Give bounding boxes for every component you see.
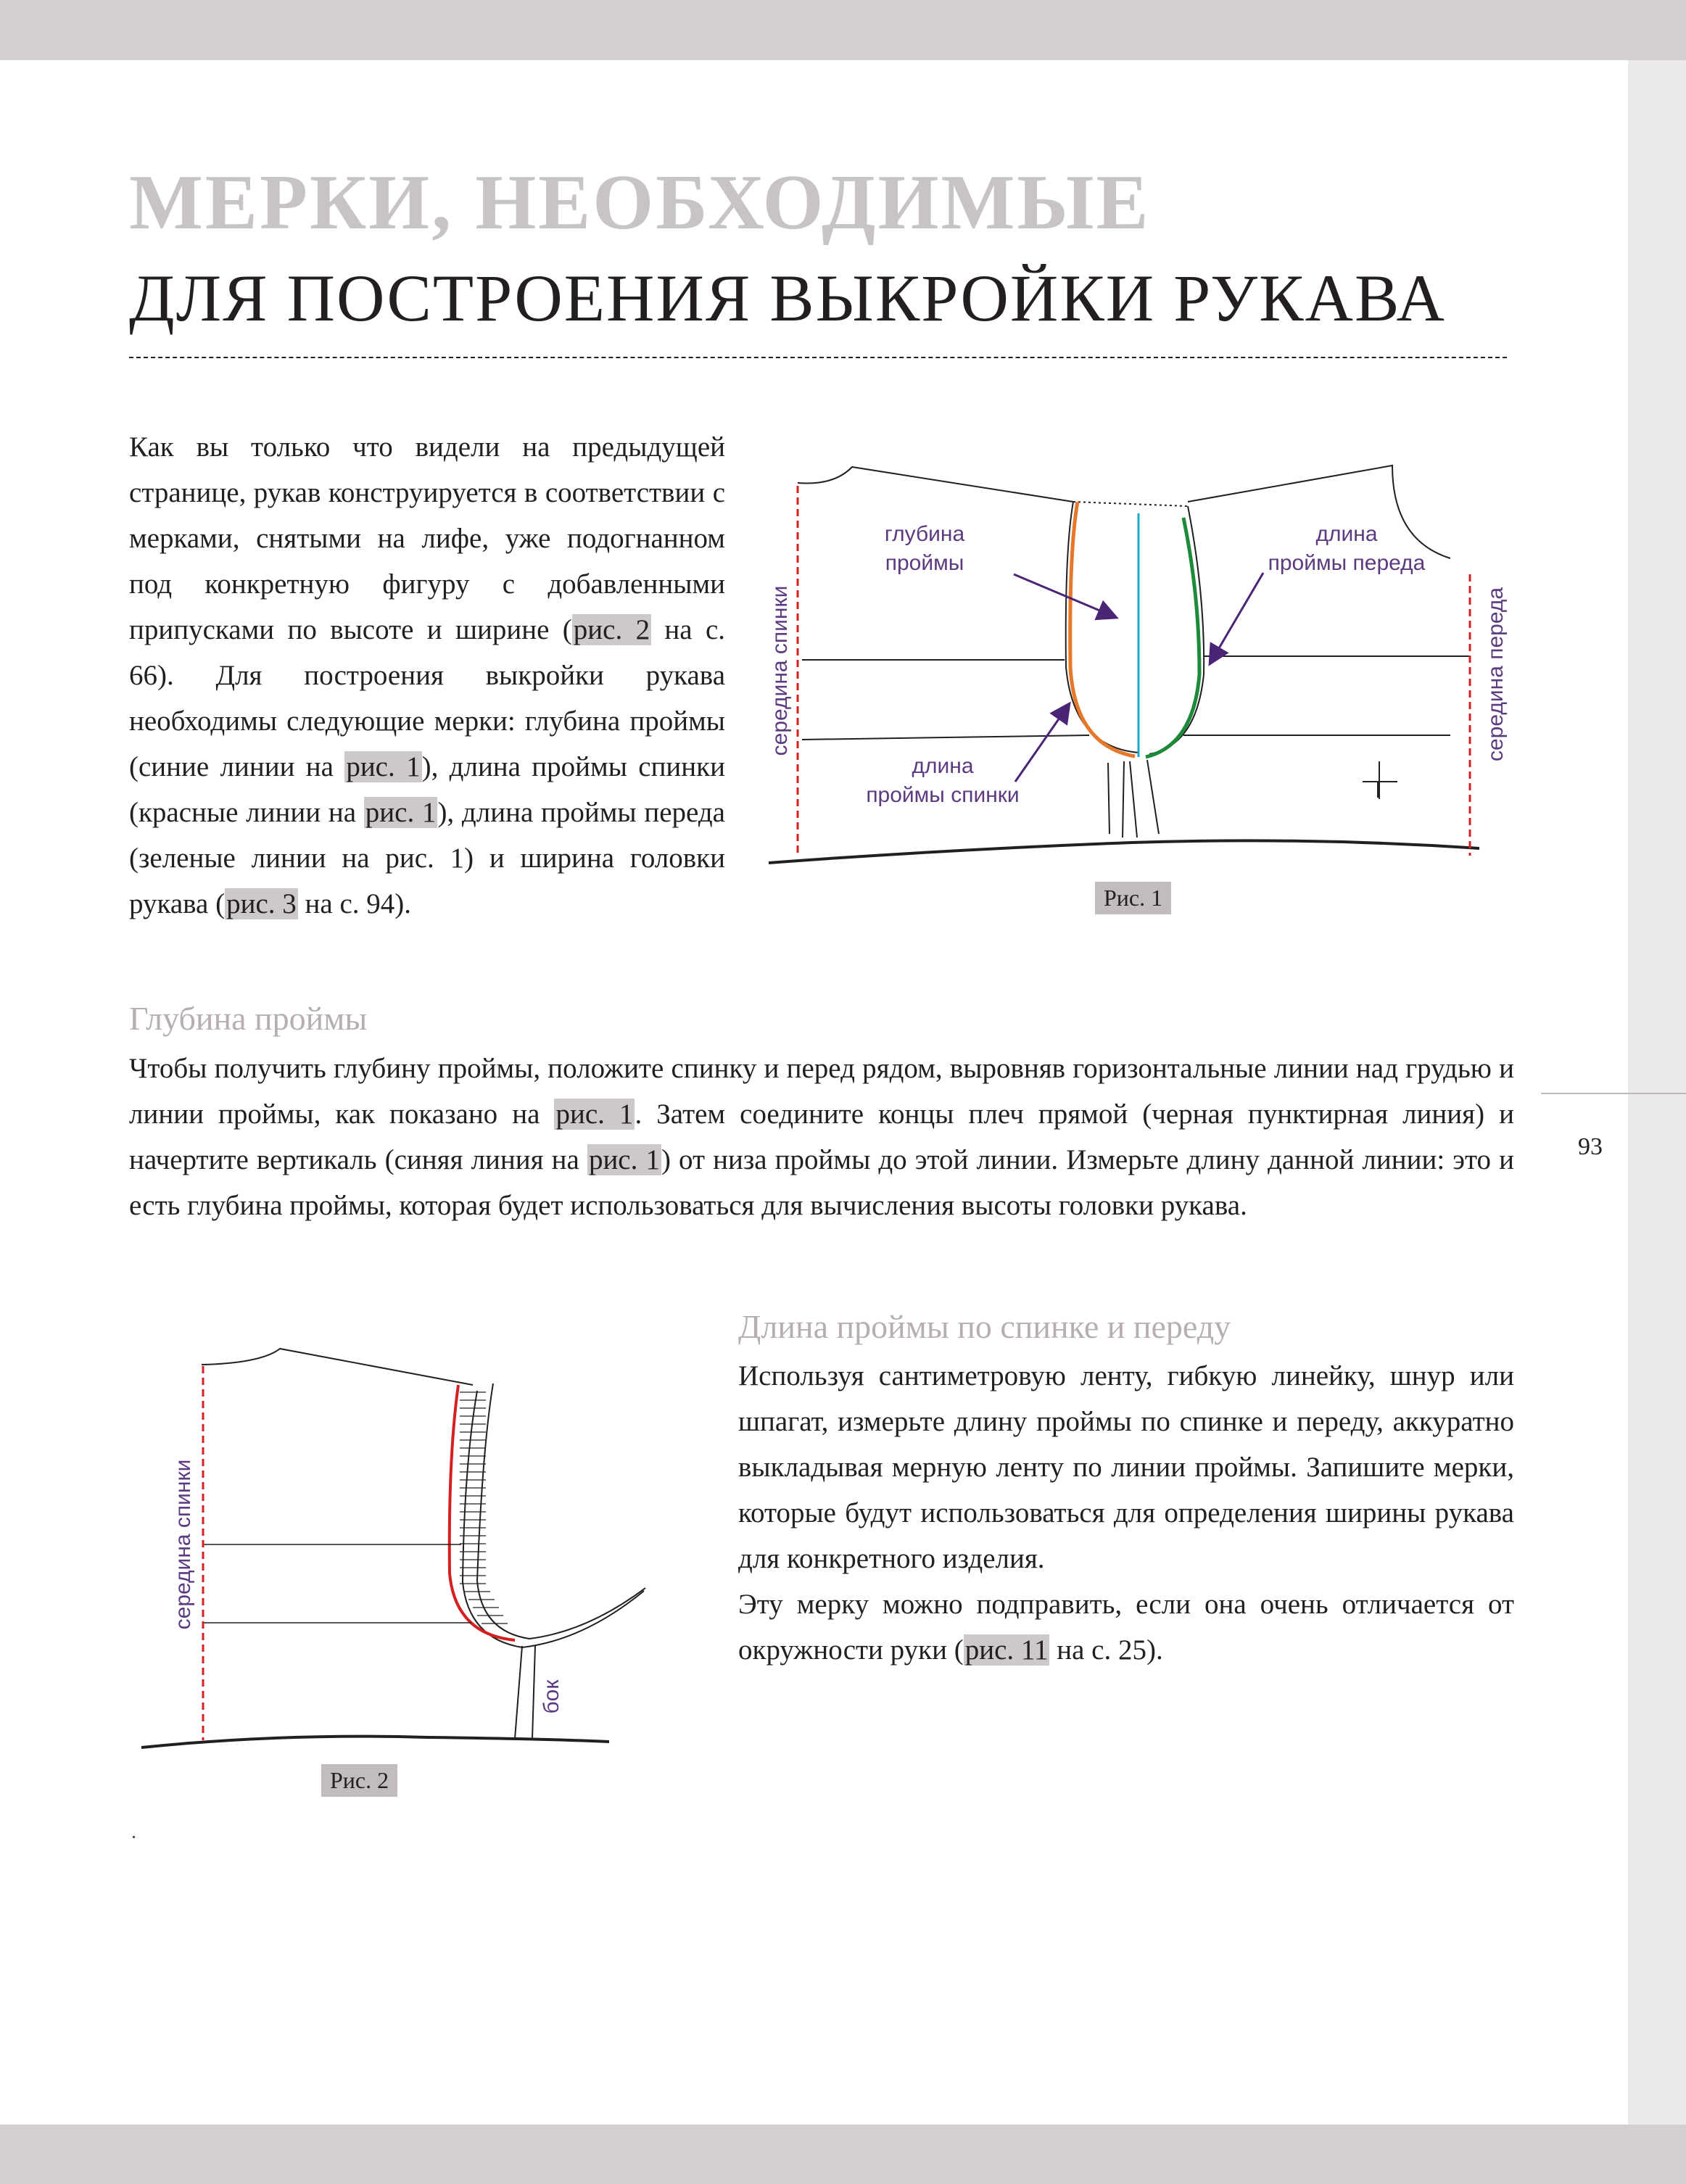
figure-ref[interactable]: рис. 3 bbox=[226, 888, 297, 919]
body-text: на с. 25). bbox=[1049, 1634, 1163, 1666]
figure-ref[interactable]: рис. 1 bbox=[588, 1144, 660, 1175]
body-text: . Затем соедините концы плеч прямой (черная пунктирная линия) и начертите вертикаль (синяя линия на bbox=[129, 1099, 1514, 1175]
body-text: ) от низа проймы до этой линии. Измерьте длину данной линии: это и есть глубина проймы, которая будет использоваться для вычисления высоты головки рукава. bbox=[129, 1144, 1514, 1221]
fig1-back-center-label: середина спинки bbox=[768, 585, 792, 756]
body-text: Чтобы получить глубину проймы, положите спинку и перед рядом, выровняв горизонтальные линии над грудью и линии проймы, как показано на bbox=[129, 1053, 1514, 1130]
intro-paragraph bbox=[129, 424, 725, 927]
stray-mark bbox=[133, 1836, 135, 1838]
intro-text: ), длина проймы переда (зеленые линии на рис. 1) и ширина головки рукава ( bbox=[129, 797, 725, 919]
fig1-front-length-label-1: длина bbox=[1315, 522, 1378, 546]
figure-1-diagram bbox=[754, 457, 1508, 885]
fig1-depth-label-2: проймы bbox=[885, 551, 964, 575]
fig1-front-length-label-2: проймы переда bbox=[1268, 551, 1426, 575]
fig1-front-center-label: середина переда bbox=[1484, 587, 1508, 762]
intro-text: ), длина проймы спинки (красные линии на bbox=[129, 751, 725, 828]
bottom-band bbox=[0, 2125, 1686, 2184]
section-depth-paragraph bbox=[129, 1046, 1514, 1228]
fig1-depth-label-1: глубина bbox=[884, 522, 965, 546]
figure-2-diagram bbox=[138, 1341, 616, 1747]
intro-text: Как вы только что видели на предыдущей странице, рукав конструируется в соответствии с мерками, снятыми на лифе, уже подогнанном под конкретную фигуру с добавленными припусками по высоте и ширине ( bbox=[129, 431, 725, 645]
figure-ref[interactable]: рис. 2 bbox=[573, 614, 650, 645]
section-armhole-paragraph bbox=[738, 1353, 1514, 1673]
figure-ref[interactable]: рис. 1 bbox=[346, 751, 421, 782]
figure-2-label: Рис. 2 bbox=[321, 1764, 397, 1797]
figure-1-label: Рис. 1 bbox=[1095, 882, 1171, 914]
fig2-back-center-label: середина спинки bbox=[171, 1459, 195, 1630]
top-band bbox=[0, 0, 1686, 60]
section-heading-armhole-length: Длина проймы по спинке и переду bbox=[738, 1308, 1231, 1345]
figure-ref[interactable]: рис. 1 bbox=[555, 1099, 634, 1130]
fig1-back-length-label-1: длина bbox=[912, 754, 974, 778]
page-title-line1: МЕРКИ, НЕОБХОДИМЫЕ bbox=[129, 160, 1151, 246]
body-text: Эту мерку можно подправить, если она очень отличается от окружности руки ( bbox=[738, 1589, 1514, 1666]
fig2-side-label: бок bbox=[540, 1679, 563, 1714]
page-number-rule bbox=[1541, 1093, 1686, 1094]
page-number: 93 bbox=[1578, 1133, 1603, 1160]
section-heading-depth: Глубина проймы bbox=[129, 1000, 368, 1037]
figure-ref[interactable]: рис. 11 bbox=[964, 1634, 1049, 1666]
body-text: Используя сантиметровую ленту, гибкую линейку, шнур или шпагат, измерьте длину проймы по спинке и переду, аккуратно выкладывая мерную ленту по линии проймы. Запишите мерки, которые будут использоваться для определения ширины рукава для конкретного изделия. bbox=[738, 1360, 1514, 1574]
fig1-back-length-label-2: проймы спинки bbox=[866, 783, 1020, 807]
figure-ref[interactable]: рис. 1 bbox=[365, 797, 437, 828]
intro-text: на с. 94). bbox=[297, 888, 412, 919]
title-dashed-rule bbox=[129, 357, 1507, 358]
intro-text: на с. 66). Для построения выкройки рукава необходимы следующие мерки: глубина проймы (синие линии на bbox=[129, 614, 725, 782]
page-title-line2: ДЛЯ ПОСТРОЕНИЯ ВЫКРОЙКИ РУКАВА bbox=[129, 261, 1446, 335]
